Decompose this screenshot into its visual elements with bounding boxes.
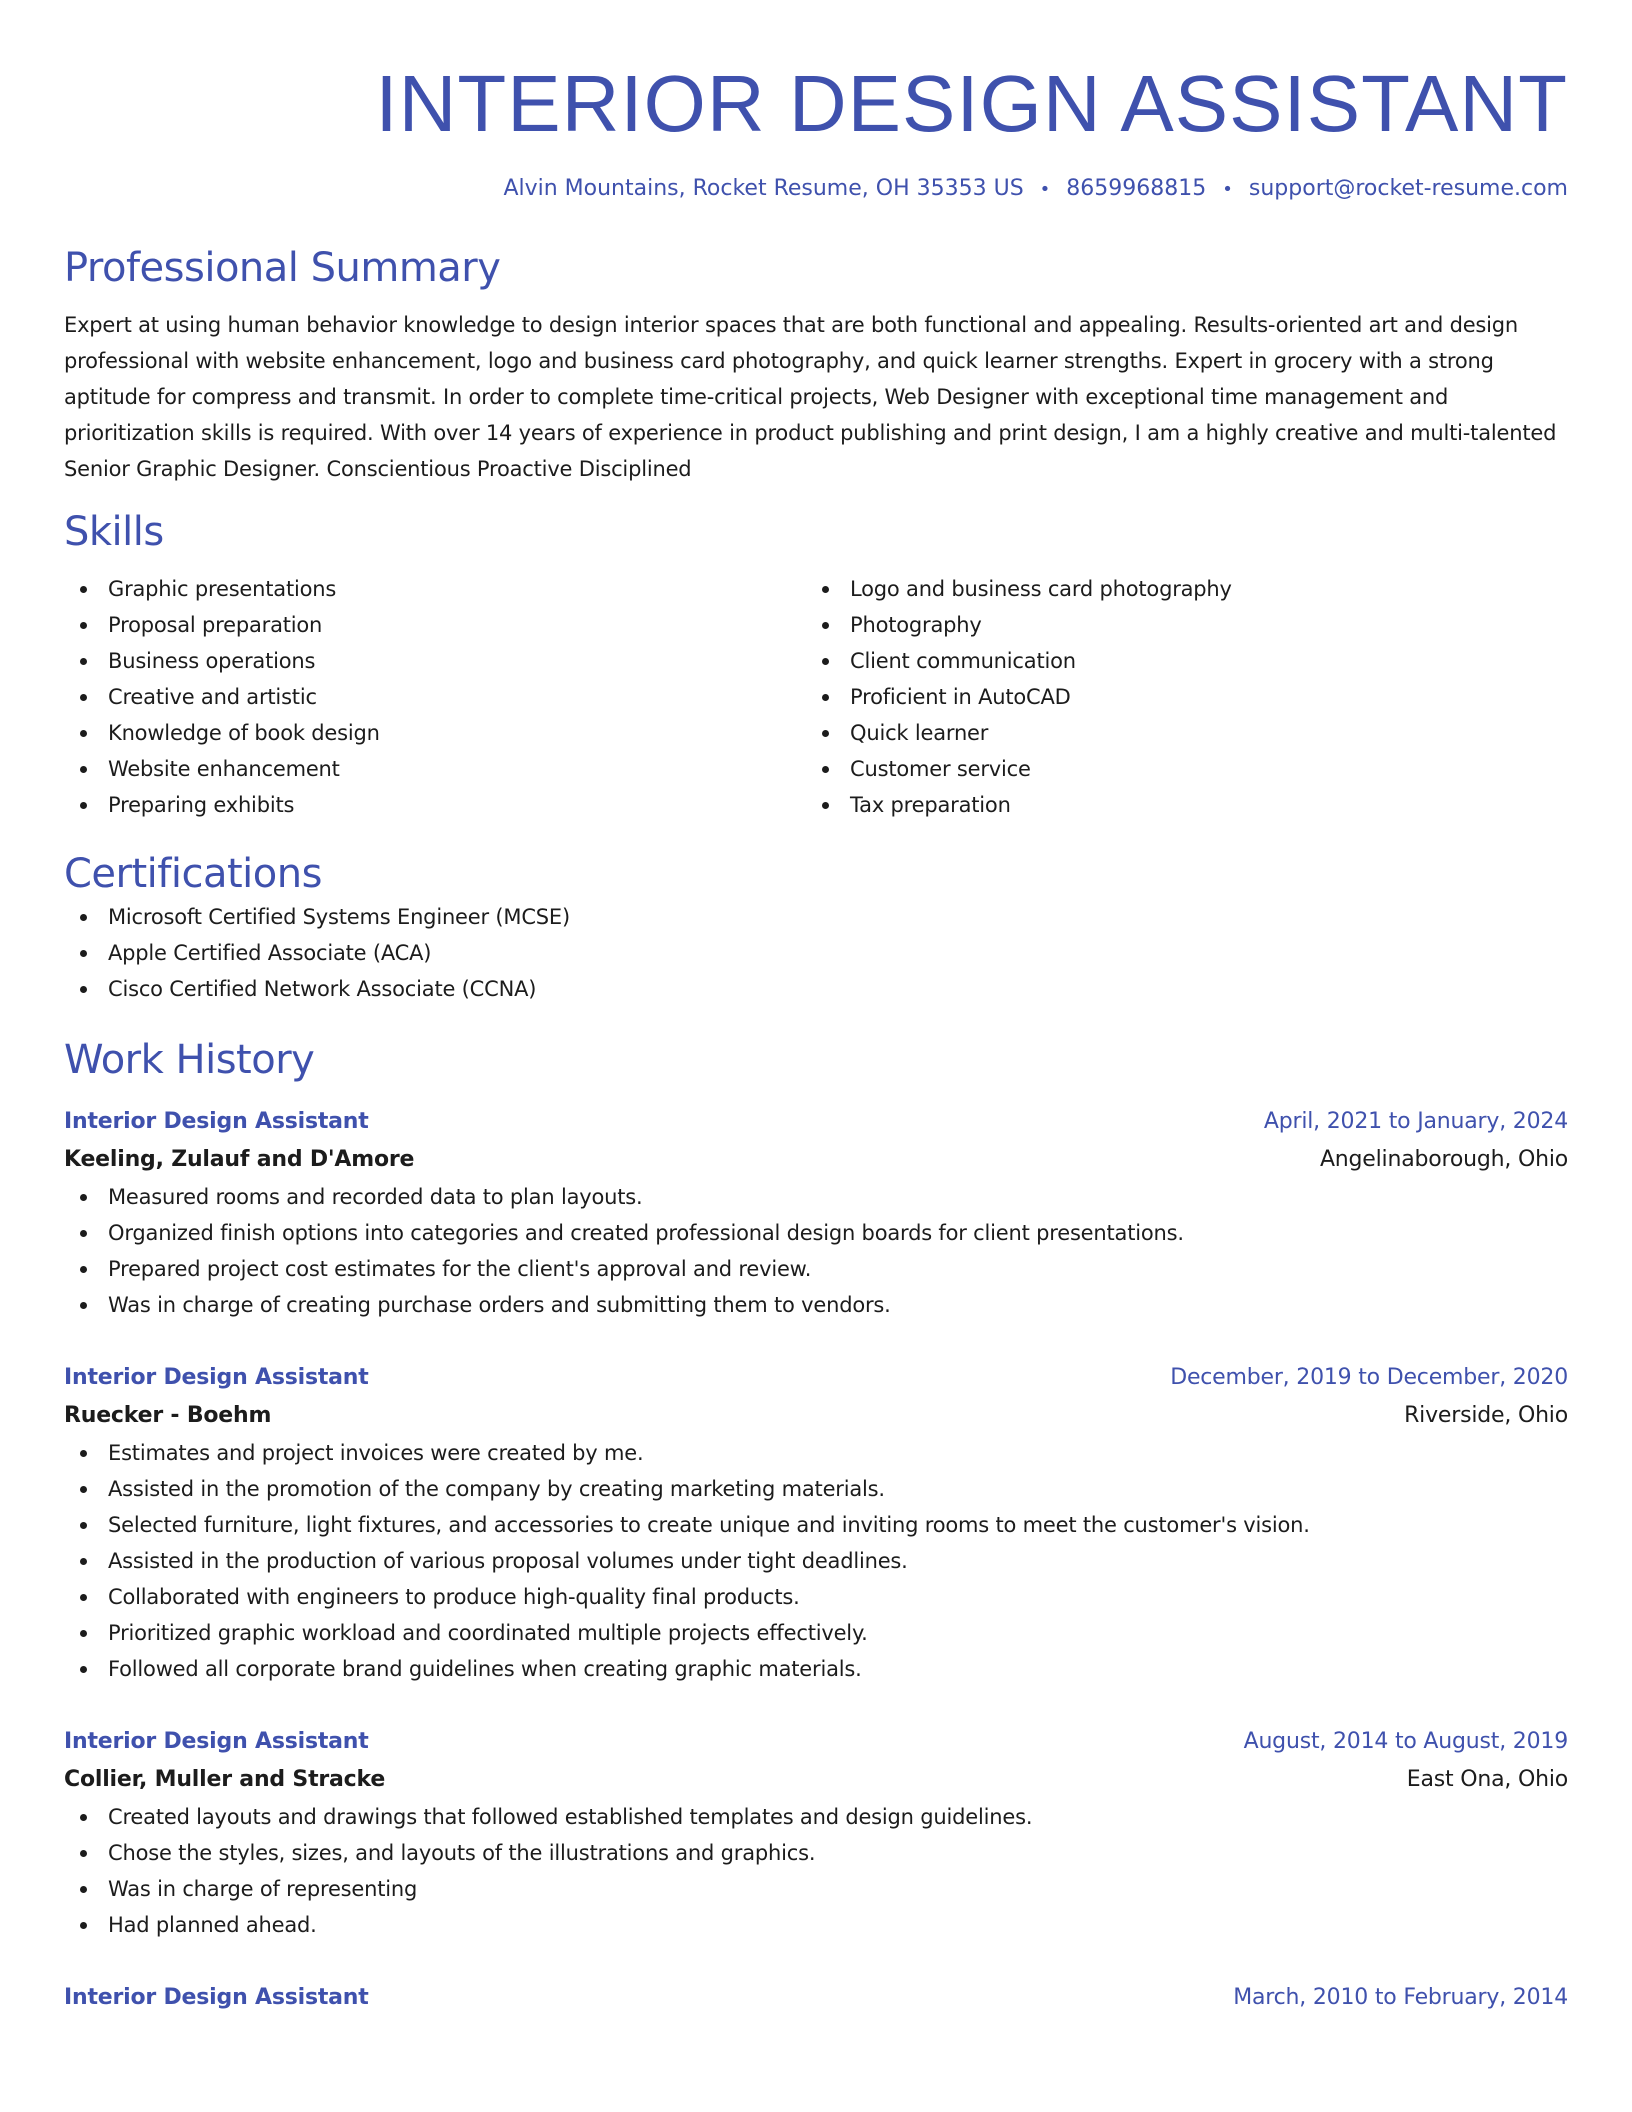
job-title: Interior Design Assistant <box>64 1729 369 1754</box>
skills-heading: Skills <box>64 509 164 555</box>
skill-item: Proposal preparation <box>64 607 806 643</box>
job-duties <box>64 1179 1568 1323</box>
job-location: East Ona, Ohio <box>1406 1767 1568 1792</box>
contact-email[interactable]: support@rocket-resume.com <box>1248 176 1568 201</box>
skill-item: Customer service <box>806 751 1548 787</box>
contact-separator: • <box>1222 179 1233 200</box>
skill-item: Tax preparation <box>806 787 1548 823</box>
resume-title: INTERIOR DESIGN ASSISTANT <box>375 59 1568 148</box>
job-entry <box>64 1103 1568 1323</box>
job-location: Angelinaborough, Ohio <box>1319 1147 1568 1172</box>
certifications-list <box>64 899 1568 1007</box>
skill-item: Website enhancement <box>64 751 806 787</box>
duty-item: Was in charge of creating purchase orders and submitting them to vendors. <box>64 1287 1568 1323</box>
skill-item: Creative and artistic <box>64 679 806 715</box>
skill-item: Preparing exhibits <box>64 787 806 823</box>
job-title: Interior Design Assistant <box>64 1985 369 2010</box>
job-dates: August, 2014 to August, 2019 <box>1243 1729 1568 1754</box>
skill-item: Graphic presentations <box>64 571 806 607</box>
job-duties <box>64 1799 1568 1943</box>
certification-item: Microsoft Certified Systems Engineer (MCSE) <box>64 899 1568 935</box>
contact-phone: 8659968815 <box>1066 176 1207 201</box>
contact-address: Alvin Mountains, Rocket Resume, OH 35353 US <box>503 176 1024 201</box>
skill-item: Proficient in AutoCAD <box>806 679 1548 715</box>
duty-item: Chose the styles, sizes, and layouts of the illustrations and graphics. <box>64 1835 1568 1871</box>
duty-item: Selected furniture, light fixtures, and accessories to create unique and inviting rooms to meet the customer's vision. <box>64 1507 1568 1543</box>
contact-line <box>64 174 1568 205</box>
job-dates: March, 2010 to February, 2014 <box>1233 1985 1568 2010</box>
skill-item: Photography <box>806 607 1548 643</box>
job-entry <box>64 1359 1568 1687</box>
job-entry <box>64 1979 1568 2017</box>
job-company-row <box>64 1761 1568 1799</box>
job-title: Interior Design Assistant <box>64 1109 369 1134</box>
duty-item: Assisted in the promotion of the company by creating marketing materials. <box>64 1471 1568 1507</box>
duty-item: Followed all corporate brand guidelines when creating graphic materials. <box>64 1651 1568 1687</box>
duty-item: Estimates and project invoices were created by me. <box>64 1435 1568 1471</box>
duty-item: Created layouts and drawings that followed established templates and design guidelines. <box>64 1799 1568 1835</box>
skill-item: Client communication <box>806 643 1548 679</box>
summary-heading: Professional Summary <box>64 245 501 291</box>
job-company: Keeling, Zulauf and D'Amore <box>64 1147 415 1172</box>
job-duties <box>64 1435 1568 1687</box>
skill-item: Knowledge of book design <box>64 715 806 751</box>
duty-item: Collaborated with engineers to produce high-quality final products. <box>64 1579 1568 1615</box>
certification-item: Apple Certified Associate (ACA) <box>64 935 1568 971</box>
duty-item: Organized finish options into categories and created professional design boards for client presentations. <box>64 1215 1568 1251</box>
duty-item: Prepared project cost estimates for the client's approval and review. <box>64 1251 1568 1287</box>
job-title: Interior Design Assistant <box>64 1365 369 1390</box>
duty-item: Measured rooms and recorded data to plan layouts. <box>64 1179 1568 1215</box>
job-header-row <box>64 1723 1568 1761</box>
skills-column-right <box>806 571 1548 823</box>
job-location: Riverside, Ohio <box>1404 1403 1568 1428</box>
job-header-row <box>64 1359 1568 1397</box>
job-company-row <box>64 1397 1568 1435</box>
duty-item: Prioritized graphic workload and coordinated multiple projects effectively. <box>64 1615 1568 1651</box>
job-dates: December, 2019 to December, 2020 <box>1170 1365 1568 1390</box>
work-history-heading: Work History <box>64 1037 315 1083</box>
certifications-heading: Certifications <box>64 851 322 897</box>
contact-separator: • <box>1039 179 1051 200</box>
duty-item: Assisted in the production of various proposal volumes under tight deadlines. <box>64 1543 1568 1579</box>
duty-item: Was in charge of representing <box>64 1871 1568 1907</box>
skills-grid <box>64 571 1568 823</box>
certification-item: Cisco Certified Network Associate (CCNA) <box>64 971 1568 1007</box>
job-company: Ruecker - Boehm <box>64 1403 272 1428</box>
job-dates: April, 2021 to January, 2024 <box>1263 1109 1568 1134</box>
skill-item: Logo and business card photography <box>806 571 1548 607</box>
skill-item: Quick learner <box>806 715 1548 751</box>
job-entry <box>64 1723 1568 1943</box>
skill-item: Business operations <box>64 643 806 679</box>
job-header-row <box>64 1979 1568 2017</box>
job-header-row <box>64 1103 1568 1141</box>
job-company-row <box>64 1141 1568 1179</box>
duty-item: Had planned ahead. <box>64 1907 1568 1943</box>
summary-text: Expert at using human behavior knowledge to design interior spaces that are both functional and appealing. Results-oriented art and design professional with website enhancement, logo and business card photography, and quick learner strengths. Expert in grocery with a strong aptitude for compress and transmit. In order to complete time-critical projects, Web Designer with exceptional time management and prioritization skills is required. With over 14 years of experience in product publishing and print design, I am a highly creative and multi-talented Senior Graphic Designer. Conscientious Proactive Disciplined <box>64 313 1557 481</box>
resume-page <box>64 0 1568 2017</box>
skills-column-left <box>64 571 806 823</box>
job-company: Collier, Muller and Stracke <box>64 1767 386 1792</box>
